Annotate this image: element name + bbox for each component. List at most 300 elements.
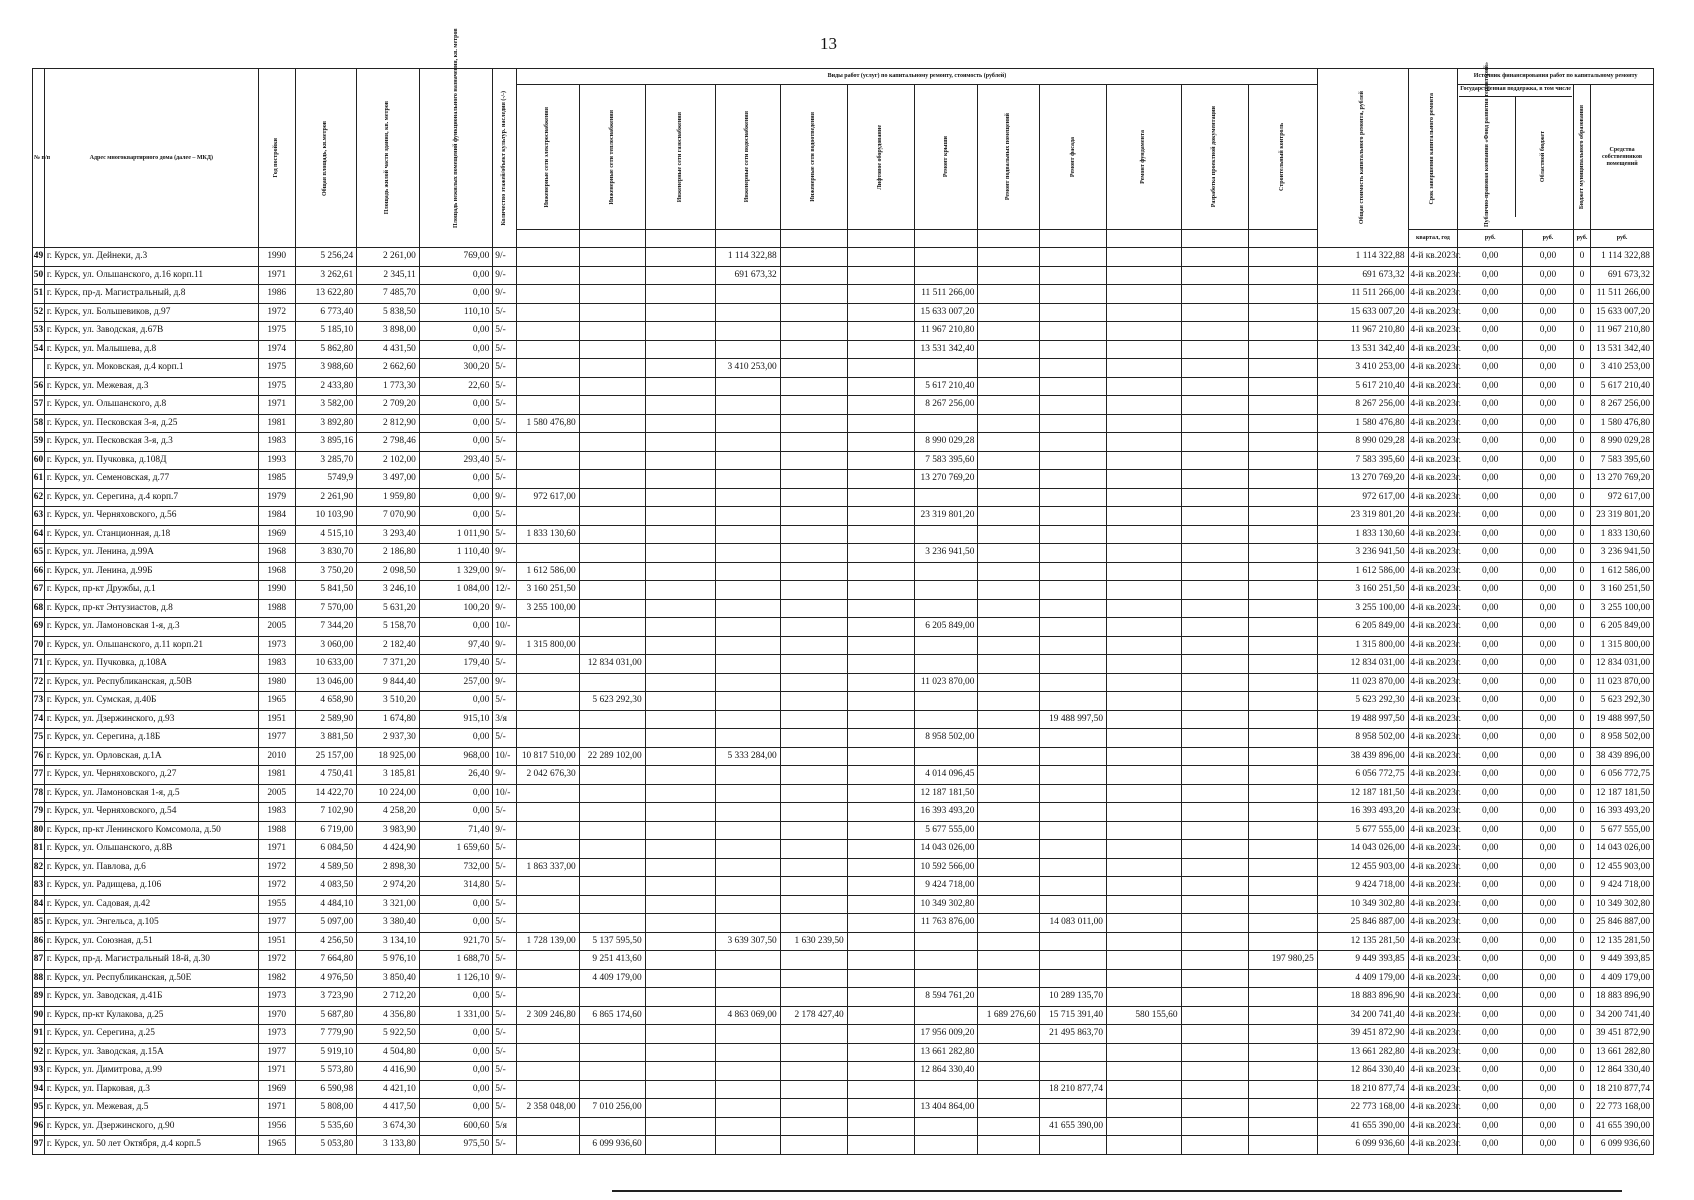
row-term: 4-й кв.2023г. xyxy=(1408,451,1458,470)
row-work-7 xyxy=(978,451,1040,470)
row-term: 4-й кв.2023г. xyxy=(1408,710,1458,729)
row-work-7 xyxy=(978,1136,1040,1155)
row-floors: 9/- xyxy=(493,821,517,840)
row-work-8 xyxy=(1040,470,1107,489)
row-work-8 xyxy=(1040,877,1107,896)
row-floors: 5/- xyxy=(493,1080,517,1099)
row-number: 78 xyxy=(33,784,45,803)
row-year: 1977 xyxy=(258,914,295,933)
row-term: 4-й кв.2023г. xyxy=(1408,877,1458,896)
row-work-0 xyxy=(517,692,580,711)
row-nonres-area: 0,00 xyxy=(419,266,492,285)
row-year: 1973 xyxy=(258,988,295,1007)
row-work-8 xyxy=(1040,1062,1107,1081)
table-row xyxy=(33,988,1654,1007)
row-work-6 xyxy=(914,969,978,988)
row-number: 74 xyxy=(33,710,45,729)
row-fund: 0,00 xyxy=(1458,636,1523,655)
row-nonres-area: 110,10 xyxy=(419,303,492,322)
row-work-3 xyxy=(715,895,780,914)
row-number: 54 xyxy=(33,340,45,359)
row-term: 4-й кв.2023г. xyxy=(1408,1136,1458,1155)
row-work-6: 12 864 330,40 xyxy=(914,1062,978,1081)
row-nonres-area: 0,00 xyxy=(419,895,492,914)
row-work-4 xyxy=(780,1080,847,1099)
row-work-5 xyxy=(847,747,914,766)
row-work-10 xyxy=(1181,895,1248,914)
row-floors: 5/- xyxy=(493,655,517,674)
row-regional: 0,00 xyxy=(1523,1136,1574,1155)
row-work-2 xyxy=(645,266,715,285)
row-work-5 xyxy=(847,562,914,581)
row-total-area: 3 830,70 xyxy=(295,544,357,563)
row-address: г. Курск, ул. Радищева, д.106 xyxy=(44,877,258,896)
row-work-3 xyxy=(715,969,780,988)
row-municipal: 0 xyxy=(1573,525,1590,544)
row-work-8 xyxy=(1040,433,1107,452)
row-year: 1951 xyxy=(258,932,295,951)
row-floors: 10/- xyxy=(493,618,517,637)
row-work-11 xyxy=(1248,285,1317,304)
header-funding-group: Источник финансирования работ по капитальному ремонту xyxy=(1458,69,1654,85)
row-work-9 xyxy=(1107,710,1182,729)
row-work-11 xyxy=(1248,488,1317,507)
row-floors: 5/- xyxy=(493,303,517,322)
header-unit-w4 xyxy=(780,230,847,248)
row-regional: 0,00 xyxy=(1523,562,1574,581)
row-work-1: 4 409 179,00 xyxy=(579,969,645,988)
row-work-4 xyxy=(780,1117,847,1136)
row-year: 1972 xyxy=(258,303,295,322)
row-nonres-area: 1 688,70 xyxy=(419,951,492,970)
row-work-11 xyxy=(1248,840,1317,859)
row-total-cost: 11 023 870,00 xyxy=(1317,673,1408,692)
header-unit-w2 xyxy=(645,230,715,248)
row-total-area: 3 892,80 xyxy=(295,414,357,433)
row-work-1 xyxy=(579,766,645,785)
row-floors: 5/- xyxy=(493,525,517,544)
row-work-2 xyxy=(645,988,715,1007)
row-work-0: 3 255 100,00 xyxy=(517,599,580,618)
row-regional: 0,00 xyxy=(1523,1006,1574,1025)
row-work-2 xyxy=(645,914,715,933)
row-work-6: 13 531 342,40 xyxy=(914,340,978,359)
row-regional: 0,00 xyxy=(1523,396,1574,415)
row-number: 75 xyxy=(33,729,45,748)
row-work-4 xyxy=(780,692,847,711)
row-work-7 xyxy=(978,248,1040,267)
header-work-10: Разработка проектной документации xyxy=(1181,85,1248,230)
row-work-5 xyxy=(847,655,914,674)
row-nonres-area: 1 331,00 xyxy=(419,1006,492,1025)
row-total-cost: 18 210 877,74 xyxy=(1317,1080,1408,1099)
row-fund: 0,00 xyxy=(1458,710,1523,729)
header-unit-w0 xyxy=(517,230,580,248)
row-floors: 9/- xyxy=(493,636,517,655)
row-term: 4-й кв.2023г. xyxy=(1408,248,1458,267)
row-work-7 xyxy=(978,895,1040,914)
table-row xyxy=(33,544,1654,563)
row-address: г. Курск, ул. Межевая, д.3 xyxy=(44,377,258,396)
row-work-0 xyxy=(517,1043,580,1062)
row-work-4: 1 630 239,50 xyxy=(780,932,847,951)
row-total-cost: 5 623 292,30 xyxy=(1317,692,1408,711)
row-number: 80 xyxy=(33,821,45,840)
row-work-0 xyxy=(517,1117,580,1136)
row-work-2 xyxy=(645,1006,715,1025)
row-total-cost: 691 673,32 xyxy=(1317,266,1408,285)
row-living-area: 3 293,40 xyxy=(357,525,420,544)
row-owners: 12 864 330,40 xyxy=(1591,1062,1654,1081)
row-work-1 xyxy=(579,451,645,470)
row-living-area: 9 844,40 xyxy=(357,673,420,692)
row-fund: 0,00 xyxy=(1458,562,1523,581)
row-work-6: 13 404 864,00 xyxy=(914,1099,978,1118)
row-number: 79 xyxy=(33,803,45,822)
row-total-area: 6 084,50 xyxy=(295,840,357,859)
row-work-2 xyxy=(645,692,715,711)
row-total-cost: 1 833 130,60 xyxy=(1317,525,1408,544)
row-address: г. Курск, ул. Моковская, д.4 корп.1 xyxy=(44,359,258,378)
row-regional: 0,00 xyxy=(1523,599,1574,618)
row-floors: 5/- xyxy=(493,1043,517,1062)
row-living-area: 4 356,80 xyxy=(357,1006,420,1025)
row-work-1: 6 865 174,60 xyxy=(579,1006,645,1025)
row-fund: 0,00 xyxy=(1458,821,1523,840)
row-work-0 xyxy=(517,840,580,859)
row-living-area: 3 510,20 xyxy=(357,692,420,711)
row-work-5 xyxy=(847,1136,914,1155)
row-work-0: 3 160 251,50 xyxy=(517,581,580,600)
header-year: Год постройки xyxy=(258,69,295,248)
row-work-7 xyxy=(978,729,1040,748)
row-nonres-area: 0,00 xyxy=(419,507,492,526)
row-number: 77 xyxy=(33,766,45,785)
row-total-area: 7 570,00 xyxy=(295,599,357,618)
table-row xyxy=(33,766,1654,785)
row-number: 68 xyxy=(33,599,45,618)
row-work-7 xyxy=(978,747,1040,766)
row-year: 1975 xyxy=(258,377,295,396)
row-work-1 xyxy=(579,821,645,840)
row-total-area: 5 573,80 xyxy=(295,1062,357,1081)
row-address: г. Курск, ул. 50 лет Октября, д.4 корп.5 xyxy=(44,1136,258,1155)
table-row xyxy=(33,507,1654,526)
header-work-3: Инженерные сети водоснабжения xyxy=(715,85,780,230)
row-work-5 xyxy=(847,396,914,415)
row-regional: 0,00 xyxy=(1523,655,1574,674)
row-floors: 12/- xyxy=(493,581,517,600)
row-address: г. Курск, ул. Республиканская, д.50Е xyxy=(44,969,258,988)
row-municipal: 0 xyxy=(1573,840,1590,859)
row-total-cost: 12 187 181,50 xyxy=(1317,784,1408,803)
header-fund: Публично-правовая компания «Фонд развития территорий» xyxy=(1459,97,1516,217)
row-work-0 xyxy=(517,710,580,729)
row-work-9 xyxy=(1107,562,1182,581)
row-work-4 xyxy=(780,581,847,600)
row-work-3 xyxy=(715,451,780,470)
row-year: 1975 xyxy=(258,322,295,341)
row-work-2 xyxy=(645,840,715,859)
row-fund: 0,00 xyxy=(1458,525,1523,544)
row-term: 4-й кв.2023г. xyxy=(1408,285,1458,304)
row-year: 1972 xyxy=(258,877,295,896)
row-work-0: 1 580 476,80 xyxy=(517,414,580,433)
row-work-3 xyxy=(715,858,780,877)
row-fund: 0,00 xyxy=(1458,618,1523,637)
row-work-11 xyxy=(1248,1136,1317,1155)
row-total-area: 7 344,20 xyxy=(295,618,357,637)
row-fund: 0,00 xyxy=(1458,1025,1523,1044)
row-work-5 xyxy=(847,599,914,618)
row-work-11 xyxy=(1248,1025,1317,1044)
row-work-1 xyxy=(579,340,645,359)
row-work-10 xyxy=(1181,1006,1248,1025)
row-work-7 xyxy=(978,470,1040,489)
row-work-0 xyxy=(517,266,580,285)
row-owners: 8 267 256,00 xyxy=(1591,396,1654,415)
row-work-4 xyxy=(780,285,847,304)
row-municipal: 0 xyxy=(1573,858,1590,877)
row-living-area: 3 983,90 xyxy=(357,821,420,840)
row-term: 4-й кв.2023г. xyxy=(1408,803,1458,822)
row-work-4 xyxy=(780,877,847,896)
row-work-5 xyxy=(847,969,914,988)
row-living-area: 2 345,11 xyxy=(357,266,420,285)
row-number: 71 xyxy=(33,655,45,674)
row-total-cost: 8 990 029,28 xyxy=(1317,433,1408,452)
row-work-8 xyxy=(1040,544,1107,563)
row-year: 1983 xyxy=(258,803,295,822)
row-regional: 0,00 xyxy=(1523,303,1574,322)
row-work-3 xyxy=(715,470,780,489)
table-row xyxy=(33,599,1654,618)
header-work-11: Строительный контроль xyxy=(1248,85,1317,230)
row-work-1 xyxy=(579,414,645,433)
row-address: г. Курск, ул. Черняховского, д.54 xyxy=(44,803,258,822)
row-work-0 xyxy=(517,988,580,1007)
row-municipal: 0 xyxy=(1573,692,1590,711)
row-address: г. Курск, ул. Серегина, д.4 корп.7 xyxy=(44,488,258,507)
row-work-11 xyxy=(1248,451,1317,470)
row-address: г. Курск, ул. Серегина, д.18Б xyxy=(44,729,258,748)
row-work-11 xyxy=(1248,248,1317,267)
row-regional: 0,00 xyxy=(1523,858,1574,877)
row-living-area: 4 504,80 xyxy=(357,1043,420,1062)
row-total-cost: 1 315 800,00 xyxy=(1317,636,1408,655)
row-work-2 xyxy=(645,1080,715,1099)
row-work-11 xyxy=(1248,895,1317,914)
row-work-6: 11 967 210,80 xyxy=(914,322,978,341)
row-owners: 19 488 997,50 xyxy=(1591,710,1654,729)
row-floors: 5/- xyxy=(493,414,517,433)
row-floors: 5/- xyxy=(493,1006,517,1025)
row-total-cost: 6 056 772,75 xyxy=(1317,766,1408,785)
table-row xyxy=(33,1025,1654,1044)
row-fund: 0,00 xyxy=(1458,377,1523,396)
row-total-area: 4 515,10 xyxy=(295,525,357,544)
row-address: г. Курск, ул. Малышева, д.8 xyxy=(44,340,258,359)
row-work-10 xyxy=(1181,470,1248,489)
row-work-9 xyxy=(1107,396,1182,415)
table-row xyxy=(33,784,1654,803)
table-row xyxy=(33,1043,1654,1062)
table-row xyxy=(33,248,1654,267)
row-floors: 5/- xyxy=(493,1025,517,1044)
row-work-3 xyxy=(715,1025,780,1044)
row-owners: 1 612 586,00 xyxy=(1591,562,1654,581)
row-regional: 0,00 xyxy=(1523,821,1574,840)
row-work-4 xyxy=(780,803,847,822)
row-work-6: 11 023 870,00 xyxy=(914,673,978,692)
row-address: г. Курск, ул. Ленина, д.99А xyxy=(44,544,258,563)
row-address: г. Курск, ул. Заводская, д.15А xyxy=(44,1043,258,1062)
row-work-2 xyxy=(645,507,715,526)
row-owners: 12 135 281,50 xyxy=(1591,932,1654,951)
row-number: 61 xyxy=(33,470,45,489)
row-work-8 xyxy=(1040,821,1107,840)
row-work-8 xyxy=(1040,655,1107,674)
header-unit-municipal: руб. xyxy=(1573,230,1590,248)
row-municipal: 0 xyxy=(1573,581,1590,600)
row-work-4 xyxy=(780,303,847,322)
table-row xyxy=(33,340,1654,359)
row-work-9 xyxy=(1107,433,1182,452)
row-municipal: 0 xyxy=(1573,1025,1590,1044)
row-address: г. Курск, ул. Садовая, д.42 xyxy=(44,895,258,914)
row-floors: 5/- xyxy=(493,858,517,877)
row-work-11 xyxy=(1248,988,1317,1007)
table-row xyxy=(33,729,1654,748)
row-work-3 xyxy=(715,710,780,729)
row-work-4 xyxy=(780,1099,847,1118)
row-address: г. Курск, ул. Дзержинского, д.90 xyxy=(44,1117,258,1136)
row-work-10 xyxy=(1181,451,1248,470)
row-owners: 5 617 210,40 xyxy=(1591,377,1654,396)
row-total-area: 14 422,70 xyxy=(295,784,357,803)
row-term: 4-й кв.2023г. xyxy=(1408,599,1458,618)
header-unit-w9 xyxy=(1107,230,1182,248)
row-term: 4-й кв.2023г. xyxy=(1408,766,1458,785)
row-total-cost: 4 409 179,00 xyxy=(1317,969,1408,988)
row-address: г. Курск, ул. Союзная, д.51 xyxy=(44,932,258,951)
row-work-10 xyxy=(1181,932,1248,951)
row-work-5 xyxy=(847,581,914,600)
capital-repair-table xyxy=(32,28,1654,1155)
row-work-5 xyxy=(847,673,914,692)
row-work-0 xyxy=(517,285,580,304)
table-row xyxy=(33,1099,1654,1118)
row-total-cost: 9 449 393,85 xyxy=(1317,951,1408,970)
row-living-area: 2 182,40 xyxy=(357,636,420,655)
row-work-2 xyxy=(645,285,715,304)
row-address: г. Курск, ул. Парковая, д.3 xyxy=(44,1080,258,1099)
row-work-8 xyxy=(1040,840,1107,859)
row-nonres-area: 0,00 xyxy=(419,784,492,803)
row-work-4: 2 178 427,40 xyxy=(780,1006,847,1025)
row-nonres-area: 257,00 xyxy=(419,673,492,692)
bottom-rule xyxy=(612,1190,1622,1192)
row-work-3 xyxy=(715,562,780,581)
table-row xyxy=(33,562,1654,581)
row-municipal: 0 xyxy=(1573,895,1590,914)
row-address: г. Курск, ул. Песковская 3-я, д.3 xyxy=(44,433,258,452)
header-nonres-area: Площадь нежилых помещений функционального назначения, кв. метров xyxy=(419,69,492,248)
row-floors: 5/- xyxy=(493,914,517,933)
row-fund: 0,00 xyxy=(1458,673,1523,692)
row-year: 1990 xyxy=(258,581,295,600)
row-total-cost: 19 488 997,50 xyxy=(1317,710,1408,729)
row-year: 1985 xyxy=(258,470,295,489)
row-total-area: 4 256,50 xyxy=(295,932,357,951)
row-municipal: 0 xyxy=(1573,544,1590,563)
row-work-9 xyxy=(1107,1136,1182,1155)
row-regional: 0,00 xyxy=(1523,525,1574,544)
row-work-6: 8 990 029,28 xyxy=(914,433,978,452)
row-work-9 xyxy=(1107,766,1182,785)
row-work-5 xyxy=(847,840,914,859)
table-row xyxy=(33,951,1654,970)
row-owners: 39 451 872,90 xyxy=(1591,1025,1654,1044)
row-owners: 22 773 168,00 xyxy=(1591,1099,1654,1118)
row-work-3 xyxy=(715,784,780,803)
row-work-4 xyxy=(780,840,847,859)
row-work-3 xyxy=(715,803,780,822)
row-owners: 11 511 266,00 xyxy=(1591,285,1654,304)
row-municipal: 0 xyxy=(1573,507,1590,526)
row-work-6 xyxy=(914,414,978,433)
row-work-11 xyxy=(1248,1062,1317,1081)
row-total-area: 4 589,50 xyxy=(295,858,357,877)
row-address: г. Курск, ул. Заводская, д.41Б xyxy=(44,988,258,1007)
row-work-4 xyxy=(780,1062,847,1081)
row-year: 1973 xyxy=(258,636,295,655)
row-work-10 xyxy=(1181,858,1248,877)
row-work-5 xyxy=(847,784,914,803)
row-regional: 0,00 xyxy=(1523,359,1574,378)
row-work-3 xyxy=(715,914,780,933)
row-work-2 xyxy=(645,673,715,692)
row-term: 4-й кв.2023г. xyxy=(1408,840,1458,859)
row-term: 4-й кв.2023г. xyxy=(1408,636,1458,655)
row-work-6: 13 270 769,20 xyxy=(914,470,978,489)
row-term: 4-й кв.2023г. xyxy=(1408,969,1458,988)
row-address: г. Курск, ул. Ламоновская 1-я, д.3 xyxy=(44,618,258,637)
row-term: 4-й кв.2023г. xyxy=(1408,618,1458,637)
table-row xyxy=(33,470,1654,489)
row-work-11 xyxy=(1248,1043,1317,1062)
row-floors: 5/- xyxy=(493,932,517,951)
row-work-5 xyxy=(847,877,914,896)
row-total-area: 5 535,60 xyxy=(295,1117,357,1136)
row-regional: 0,00 xyxy=(1523,488,1574,507)
row-work-8 xyxy=(1040,618,1107,637)
row-address: г. Курск, ул. Орловская, д.1А xyxy=(44,747,258,766)
row-work-4 xyxy=(780,618,847,637)
row-work-0 xyxy=(517,470,580,489)
row-work-10 xyxy=(1181,951,1248,970)
row-municipal: 0 xyxy=(1573,1006,1590,1025)
row-owners: 5 677 555,00 xyxy=(1591,821,1654,840)
row-year: 1988 xyxy=(258,821,295,840)
row-work-2 xyxy=(645,599,715,618)
row-work-10 xyxy=(1181,377,1248,396)
row-work-5 xyxy=(847,470,914,489)
row-work-9 xyxy=(1107,951,1182,970)
header-unit-w8 xyxy=(1040,230,1107,248)
row-total-area: 7 102,90 xyxy=(295,803,357,822)
row-address: г. Курск, пр-д. Магистральный, д.8 xyxy=(44,285,258,304)
